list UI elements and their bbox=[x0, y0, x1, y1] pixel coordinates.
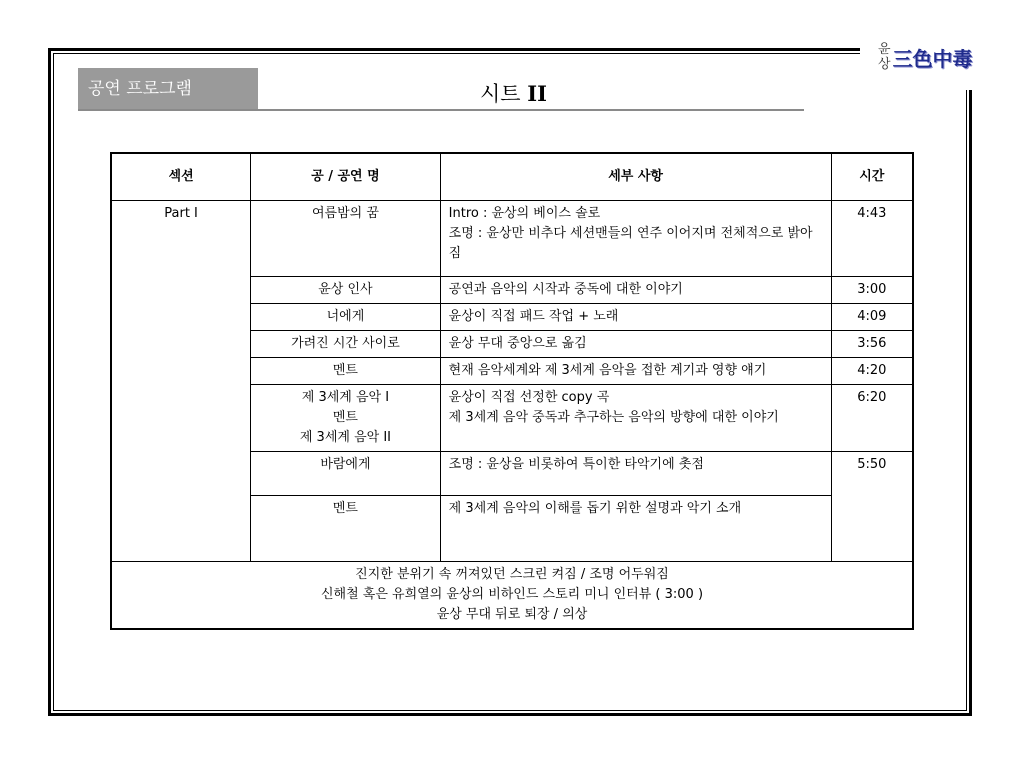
time-cell: 4:09 bbox=[831, 304, 913, 331]
time-cell: 4:43 bbox=[831, 201, 913, 277]
program-tab: 공연 프로그램 bbox=[78, 68, 258, 110]
details-cell: 제 3세계 음악의 이해를 돕기 위한 설명과 악기 소개 bbox=[440, 496, 831, 562]
performance-cell: 너에게 bbox=[251, 304, 440, 331]
title-underline bbox=[78, 109, 804, 111]
logo-small-text: 윤 상 bbox=[878, 42, 891, 72]
program-table bbox=[110, 152, 914, 630]
performance-cell: 멘트 bbox=[251, 358, 440, 385]
performance-cell: 가려진 시간 사이로 bbox=[251, 331, 440, 358]
table-row bbox=[111, 201, 913, 277]
time-cell: 4:20 bbox=[831, 358, 913, 385]
time-cell: 5:50 bbox=[831, 452, 913, 562]
performance-cell: 바람에게 bbox=[251, 452, 440, 496]
time-cell: 3:00 bbox=[831, 277, 913, 304]
performance-cell: 윤상 인사 bbox=[251, 277, 440, 304]
performance-cell: 멘트 bbox=[251, 496, 440, 562]
header-time: 시간 bbox=[831, 153, 913, 201]
details-cell: 윤상 무대 중앙으로 옮김 bbox=[440, 331, 831, 358]
logo-main-text: 三色中毒 bbox=[892, 46, 973, 71]
header-section: 섹션 bbox=[111, 153, 251, 201]
header-performance: 공 / 공연 명 bbox=[251, 153, 440, 201]
details-cell: 공연과 음악의 시작과 중독에 대한 이야기 bbox=[440, 277, 831, 304]
performance-cell: 제 3세계 음악 I 멘트 제 3세계 음악 II bbox=[251, 385, 440, 452]
time-cell: 6:20 bbox=[831, 385, 913, 452]
section-cell: Part I bbox=[111, 201, 251, 562]
performance-cell: 여름밤의 꿈 bbox=[251, 201, 440, 277]
time-cell: 3:56 bbox=[831, 331, 913, 358]
details-cell: Intro : 윤상의 베이스 솔로 조명 : 윤상만 비추다 세션맨들의 연주 이어지며 전체적으로 밝아짐 bbox=[440, 201, 831, 277]
sheet-title: 시트 II bbox=[480, 81, 547, 106]
details-cell: 조명 : 윤상을 비롯하여 특이한 타악기에 촛점 bbox=[440, 452, 831, 496]
footer-cell: 진지한 분위기 속 꺼져있던 스크린 켜짐 / 조명 어두워짐 신해철 혹은 유희열의 윤상의 비하인드 스토리 미니 인터뷰 ( 3:00 ) 윤상 무대 뒤로 퇴장 / 의상 bbox=[111, 562, 913, 630]
table-footer-row bbox=[111, 562, 913, 630]
logo bbox=[878, 34, 973, 80]
table-header-row bbox=[111, 153, 913, 201]
header-details: 세부 사항 bbox=[440, 153, 831, 201]
details-cell: 윤상이 직접 선정한 copy 곡 제 3세계 음악 중독과 추구하는 음악의 방향에 대한 이야기 bbox=[440, 385, 831, 452]
details-cell: 현재 음악세계와 제 3세계 음악을 접한 계기과 영향 얘기 bbox=[440, 358, 831, 385]
details-cell: 윤상이 직접 패드 작업 + 노래 bbox=[440, 304, 831, 331]
